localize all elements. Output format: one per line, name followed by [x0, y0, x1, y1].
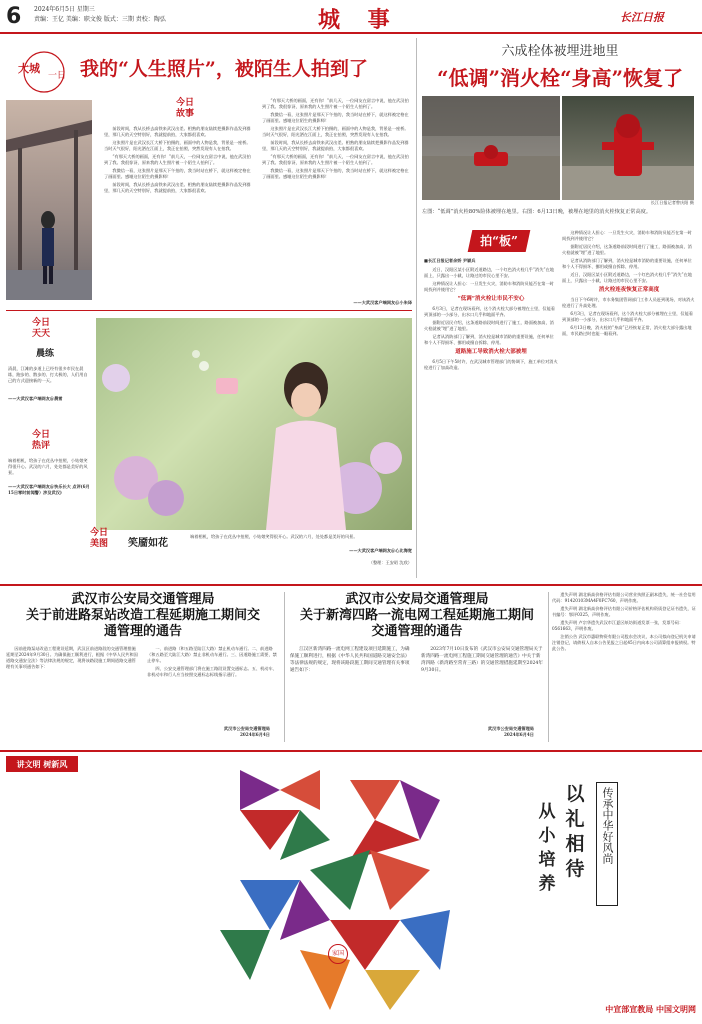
hydrant-photo-left [422, 96, 560, 200]
ad-banner-text: 讲文明 树新风 [16, 759, 68, 769]
story-paragraph: 这种情况让人担心：一旦发生火灾，消防车和消防员能否在第一时间找到并使用它？ [562, 230, 692, 241]
story-paragraph: 前段时间，我从长桥去高铁来武汉出差。相熟的朋友陆续把摄影作品发到群里，那几天的天空特别好，我就提前拍，大家都很喜欢。 [262, 140, 409, 151]
story-paragraph: 我微信一看，这张照片是那天下午拍的，我当时站在桥下，就这样被定格在了画面里。感谢这位陌生的摄影师！ [104, 168, 251, 179]
svg-text:一日: 一日 [48, 71, 67, 81]
issue-date: 2024年6月5日 星期三 [34, 6, 95, 13]
story-paragraph: 记者从消防部门了解到，消火栓是城市消防的重要设施，任何单位和个人不得损坏、挪用或擅自拆除、停用。 [562, 258, 692, 269]
slogan-char: 待 [565, 858, 585, 880]
editor-note: （整理：王安昭 沈欣） [368, 560, 412, 565]
red-seal [328, 944, 348, 964]
story-column-2 [262, 98, 412, 298]
notice-divider-1 [284, 592, 285, 742]
section-title: 城 事 [318, 7, 400, 33]
subhead: 道路施工导致消火栓大部被埋 [455, 349, 527, 355]
story-paragraph: 6月3日，记者在现场看到，这个消火栓大部分被埋在土里，仅能看到顶部的一小部分，出水口几乎和地面平齐。 [424, 306, 555, 317]
notice-2-signature: 武汉市公安局交通管理局 [487, 726, 534, 731]
notice-2 [290, 592, 544, 746]
page-number: 6 [6, 4, 22, 29]
notice-1-title: 关于前进路泵站改造工程延期施工期间交通管理的通告 [25, 608, 260, 639]
slogan-char: 小 [538, 826, 556, 846]
city-day-badge [8, 50, 78, 94]
slogan-char: 培 [538, 850, 556, 870]
subhead: 消火栓连夜恢复正常高度 [598, 287, 660, 293]
paiban-tag-text: 拍“板” [480, 234, 518, 248]
paiban-tag [468, 230, 531, 252]
editors-line: 责编：王亿 美编：职文俊 版式：三期 责校：陶弘 [34, 16, 166, 23]
seal-text: 家国 [331, 950, 344, 957]
girl-flower-photo [96, 318, 412, 530]
story-paragraph: 我微信一看，这张照片是那天下午拍的，我当时站在桥下，就这样被定格在了画面里。感谢这位陌生的摄影师！ [262, 168, 409, 179]
notice-1-signature: 武汉市公安局交通管理局 [223, 726, 270, 731]
morning-text: 清晨，江滩的步道上已经有很多市民在晨练，跑步的、散步的、打太极的，人们用自己的方式迎接新的一天。 [8, 366, 88, 383]
story-paragraph: “有那天大桥的画面，还有你！”前几天，一位网友在留言中说，他在武汉拍到了我。我很惊讶，原来我的人生照片被一个陌生人拍到了。 [104, 154, 251, 165]
story-paragraph: 记者从消防部门了解到，消火栓是城市消防的重要设施，任何单位和个人不得损坏、挪用或擅自拆除、停用。 [424, 334, 554, 345]
classified-item: 遗失声明 湖北新高价格评估有限公司价格评估机构资质登记证书遗失，证书编号：鄂评0325，声明作废。 [552, 606, 696, 617]
beauty-title: 笑靥如花 [128, 538, 168, 549]
vertical-slogan-text: 传承中华好风尚 [601, 787, 614, 864]
story-paragraph: 这种情况让人担心：一旦发生火灾，消防车和消防员能否在第一时间找到并使用它？ [424, 281, 554, 292]
notice-2-title: 关于新湾四路一流电网工程延期施工期间交通管理的通告 [299, 608, 534, 639]
story-paragraph: 这张照片是在武汉长江大桥下拍摄的，画面中的人物是我，背景是一座桥。当时天气很好，阳光洒在江面上，我正在拍照，突然发现有人在拍我。 [104, 140, 251, 151]
story-paragraph: 这张照片是在武汉长江大桥下拍摄的，画面中的人物是我，背景是一座桥。当时天气很好，阳光洒在江面上，我正在拍照，突然发现有人在拍我。 [262, 126, 409, 137]
vertical-slogan-box [596, 782, 618, 906]
slogan-char: 养 [538, 874, 556, 894]
story-paragraph: 近日，汉阳区某小区附近道路边，一个红色消火栓几乎“消失”在地面上，只露出一小截，让路过的市民心里不安。 [424, 267, 554, 278]
slogan-char: 相 [565, 833, 585, 855]
photo-source: 长江日报记者曾庆阳 摄 [650, 200, 694, 205]
story-paragraph: “有那天大桥的画面，还有你！”前几天，一位网友在留言中说，他在武汉拍到了我。我很惊讶，原来我的人生照片被一个陌生人拍到了。 [262, 98, 409, 109]
byline: ■长江日报记者余娇 尹颖兵 [424, 258, 476, 263]
newspaper-logo: 长江日报 [620, 11, 664, 24]
story-paragraph: 6月5日下午5时许，在武汉城市管理部门的协调下，施工单位对消火栓进行了加高改造。 [424, 359, 558, 370]
hot-text: 端着相机，给孩子在花丛中拍照，小姑娘笑得很开心。武汉的六月，处处都是美好的风景。 [8, 458, 88, 475]
notice-2-org: 武汉市公安局交通管理局 [345, 592, 489, 607]
notice-1-date: 2024年6月4日 [239, 732, 270, 737]
tag-guide: 今日 天天 [32, 318, 51, 339]
notice-2-body [290, 646, 544, 726]
notice-paragraph: 江汉区新湾四路一流电网工程建设项目延期施工，为确保施工顺利进行，根据《中华人民共和国道路交通安全法》等法律法规的规定，现将该路段施工期间交通管理有关事项通告如下： [290, 647, 410, 673]
notice-1-body [6, 646, 280, 726]
story-paragraph: 6月13日晚，消火栓的“身高”已经恢复正常，消火栓大部分露出地面，市民路过时也能一眼看到。 [562, 325, 692, 336]
notice-paragraph: 2023年7月10日发布的《武汉市公安局交通管理局关于新湾四路一流电网工程施工期间交通管理的通告》中关于新湾四路（新湾路至常青三路）的交通管理措施延期至2024年9月30日。 [421, 647, 543, 673]
notice-paragraph: 四、公安交通管理部门将在施工路段设置交通标志。五、机动车、非机动车和行人应当按照交通标志标线指示通行。 [147, 666, 277, 677]
right-headline: “低调”消火栓“身高”恢复了 [436, 66, 683, 90]
slogan-right-column [560, 782, 590, 882]
tag-beauty: 今日 美图 [90, 528, 109, 549]
ad-top-rule [0, 750, 702, 752]
slogan-char: 以 [565, 783, 585, 805]
subhead: “低调”消火栓让市民不安心 [457, 296, 525, 302]
notice-2-date: 2024年6月4日 [503, 732, 534, 737]
morning-title: 晨练 [36, 349, 55, 359]
story-paragraph: 6月3日，记者在现场看到，这个消火栓大部分被埋在土里，仅能看到顶部的一小部分，出水口几乎和地面平齐。 [562, 311, 693, 322]
classified-item: 遗失声明 湖北新高价格评估有限公司营业执照正副本遗失，统一社会信用代码：91420103MA4F0FC760，声明作废。 [552, 592, 696, 603]
morning-credit: ——大武汉客户端网友@晨雪 [8, 396, 63, 401]
tag-story: 今日 故事 [176, 98, 195, 119]
svg-text:大城: 大城 [18, 62, 40, 75]
hydrant-photo-right [562, 96, 694, 200]
story-paragraph: “有那天大桥的画面，还有你！”前几天，一位网友在留言中说，他在武汉拍到了我。我很惊讶，原来我的人生照片被一个陌生人拍到了。 [262, 154, 409, 165]
story-paragraph: 近日，汉阳区某小区附近道路边，一个红色消火栓几乎“消失”在地面上，只露出一小截，让路过的市民心里不安。 [562, 272, 692, 283]
photo-caption: 左图：“低调”消火栓80%险体被埋在地里。右图：6月13日晚，被埋在地里的消火栓恢复正常高度。 [422, 209, 652, 215]
ad-banner [6, 756, 78, 772]
slogan-char: 礼 [565, 808, 585, 830]
notice-paragraph: 因前进路泵站改造工程建设延期，武汉区前进路段的交通管理措施延期至2024年9月30日。为确保施工顺利进行，根据《中华人民共和国道路交通安全法》等法律法规的规定，现将该路段施工期间道路交通管理有关事项通告如下： [6, 646, 138, 669]
notice-paragraph: 一、前进路（和五路至陆江大路）禁止机动车通行。二、前进路（和五路至大陆江大路）禁止非机动车通行。三、因道路施工需要，禁止停车。 [147, 646, 277, 663]
story-paragraph: 前段时间，我从长桥去高铁来武汉出差。相熟的朋友陆续把摄影作品发到群里，那几天的天空特别好，我就提前拍，大家都很喜欢。 [104, 126, 251, 137]
ad-footer: 中宣部宣教局 中国文明网 [605, 1004, 696, 1014]
column-divider [416, 38, 417, 578]
slogan-left-column [534, 800, 560, 896]
story-paragraph: 当日下午6时许，市水务集团管网部门工作人员赶到现场，对该消火栓进行了升高处理。 [562, 297, 695, 308]
classified-item: 注销公告 武汉市惠联物资有限公司股东会决议，本公司拟向登记机关申请注销登记，请债权人自本公告见报之日起45日内向本公司清算组申报债权。特此公告。 [552, 634, 696, 651]
story-paragraph: 据附近居民介绍，这条道路前段时间进行了施工，路面被加高，消火栓就被“埋”进了地里。 [562, 244, 692, 255]
classifieds [552, 592, 696, 744]
notice-1-org: 武汉市公安局交通管理局 [71, 592, 215, 607]
left-headline: 我的“人生照片”，被陌生人拍到了 [80, 58, 368, 80]
hot-credit: ——大武汉客户端网友@快乐长大 点评(6月15日零时前闻警）涉及武汉) [8, 484, 90, 495]
right-col-2 [562, 230, 696, 576]
left-divider [6, 310, 412, 311]
classified-item: 遗失声明 卢宗华遗失武汉市江夏区纸坊街道发票一张，发票号码：0561663，声明作废。 [552, 620, 684, 631]
right-col-1 [424, 258, 558, 576]
bridge-photo [6, 100, 92, 300]
story-credit: ——大武汉客户端网友@小朱译 [353, 300, 412, 305]
story-paragraph: 前段时间，我从长桥去高铁来武汉出差。相熟的朋友陆续把摄影作品发到群里，那几天的天空特别好，我就提前拍，大家都很喜欢。 [104, 182, 251, 193]
tangram-figure [180, 770, 500, 1010]
story-paragraph: 我微信一看，这张照片是那天下午拍的，我当时站在桥下，就这样被定格在了画面里。感谢这位陌生的摄影师！ [262, 112, 409, 123]
notices-top-rule [0, 584, 702, 586]
right-kicker: 六成栓体被埋进地里 [501, 44, 619, 59]
story-column-1 [104, 126, 252, 306]
tag-hot: 今日 热评 [32, 430, 51, 451]
beauty-credit: ——大武汉客户端网友@心比海宽 [349, 548, 412, 553]
notice-divider-2 [548, 592, 549, 742]
beauty-text: 端着相机，给孩子在花丛中拍照，小姑娘笑得很开心。武汉的六月，处处都是美好的风景。 [190, 534, 358, 539]
slogan-char: 从 [538, 802, 556, 822]
notice-1 [6, 592, 280, 746]
story-paragraph: 据附近居民介绍，这条道路前段时间进行了施工，路面被加高，消火栓就被“埋”进了地里。 [424, 320, 554, 331]
